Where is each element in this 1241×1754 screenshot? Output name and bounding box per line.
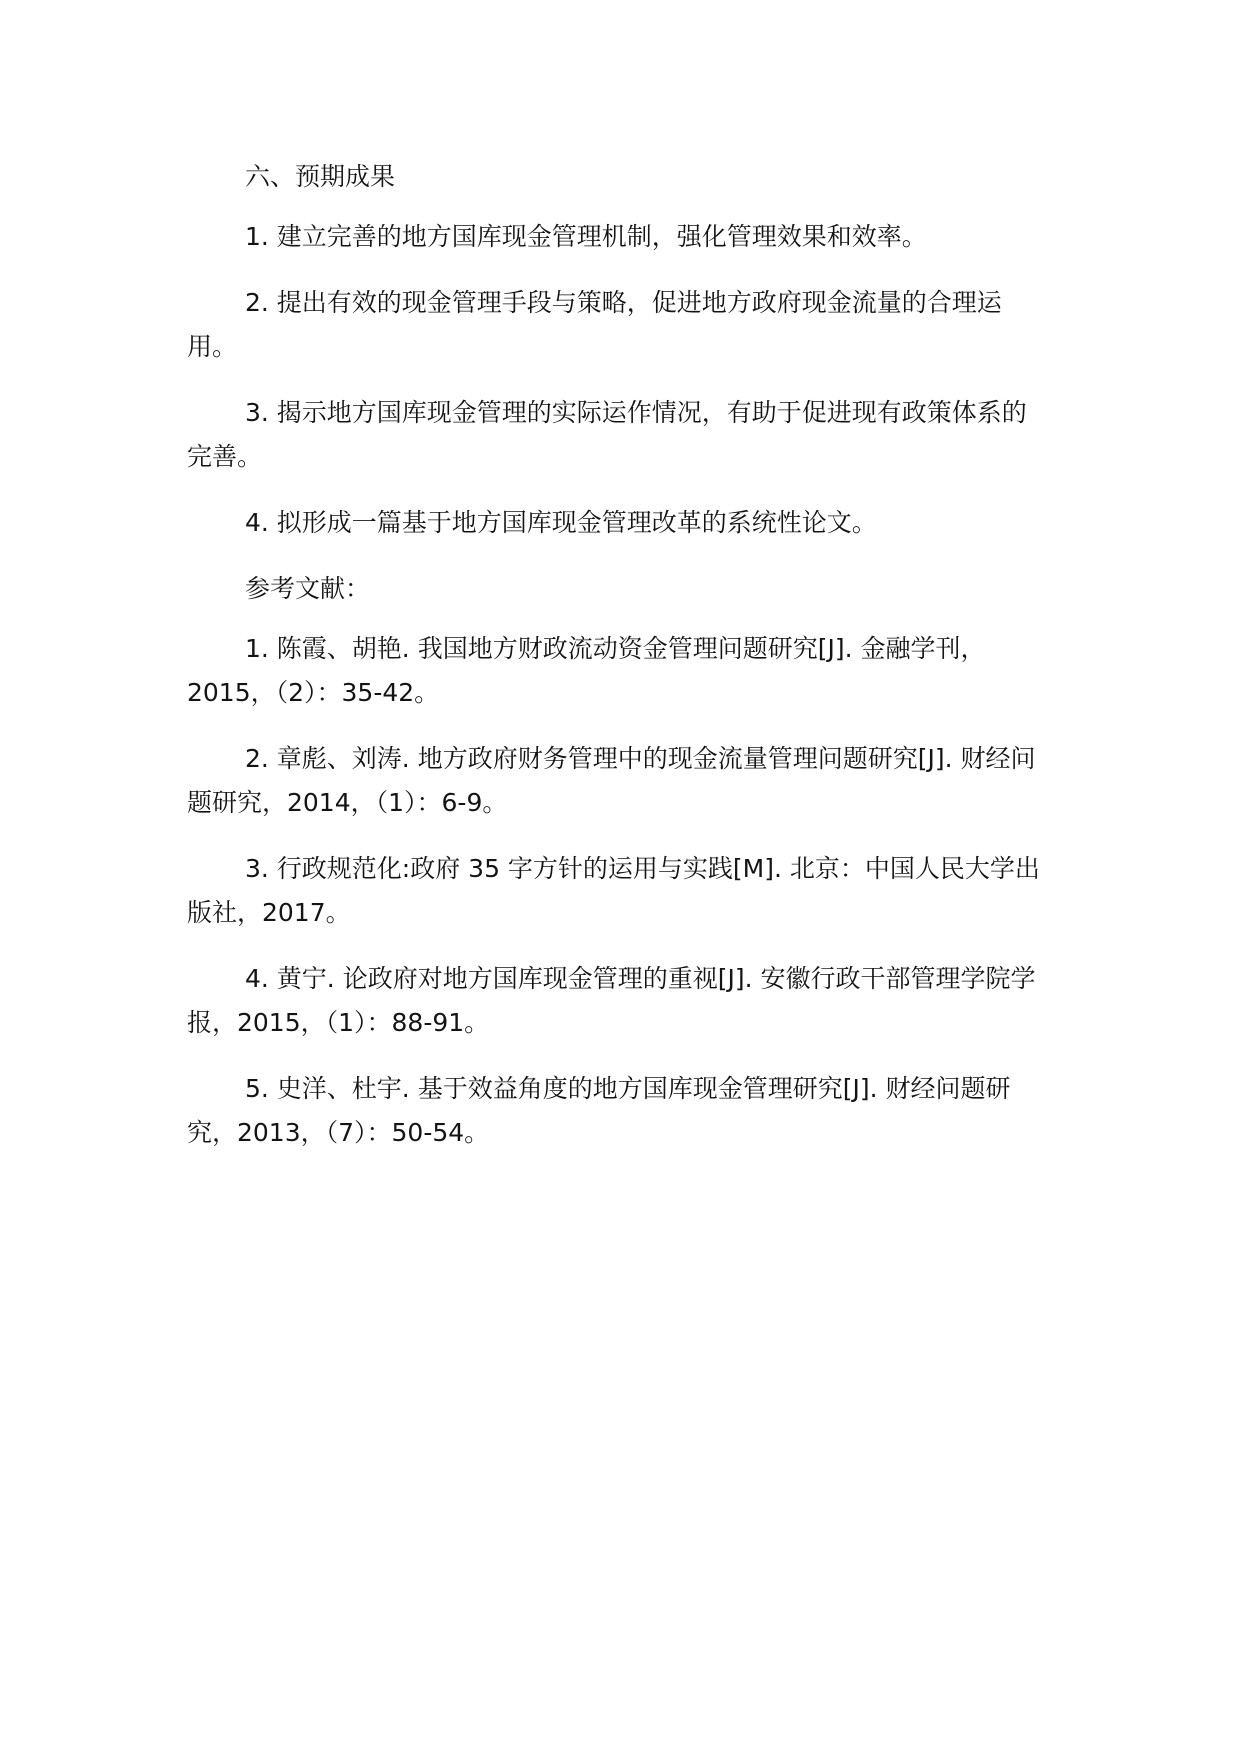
reference-item: 4. 黄宁. 论政府对地方国库现金管理的重视[J]. 安徽行政干部管理学院学报，2015，（1）：88-91。 bbox=[187, 964, 1036, 1037]
section-heading: 六、预期成果 bbox=[245, 162, 396, 191]
reference-item: 5. 史洋、杜宇. 基于效益角度的地方国库现金管理研究[J]. 财经问题研究，2013，（7）：50-54。 bbox=[187, 1074, 1011, 1147]
expected-result-item: 1. 建立完善的地方国库现金管理机制，强化管理效果和效率。 bbox=[245, 222, 927, 251]
references-title: 参考文献： bbox=[245, 574, 371, 603]
expected-result-item: 3. 揭示地方国库现金管理的实际运作情况，有助于促进现有政策体系的完善。 bbox=[187, 398, 1027, 471]
document-page bbox=[187, 155, 1044, 1177]
reference-item: 2. 章彪、刘涛. 地方政府财务管理中的现金流量管理问题研究[J]. 财经问题研究，2014，（1）：6-9。 bbox=[187, 744, 1036, 817]
reference-item: 1. 陈霞、胡艳. 我国地方财政流动资金管理问题研究[J]. 金融学刊，2015，（2）：35-42。 bbox=[187, 634, 986, 707]
reference-item: 3. 行政规范化:政府 35 字方针的运用与实践[M]. 北京：中国人民大学出版社，2017。 bbox=[187, 854, 1040, 927]
expected-result-item: 4. 拟形成一篇基于地方国库现金管理改革的系统性论文。 bbox=[245, 508, 877, 537]
expected-result-item: 2. 提出有效的现金管理手段与策略，促进地方政府现金流量的合理运用。 bbox=[187, 288, 1002, 361]
